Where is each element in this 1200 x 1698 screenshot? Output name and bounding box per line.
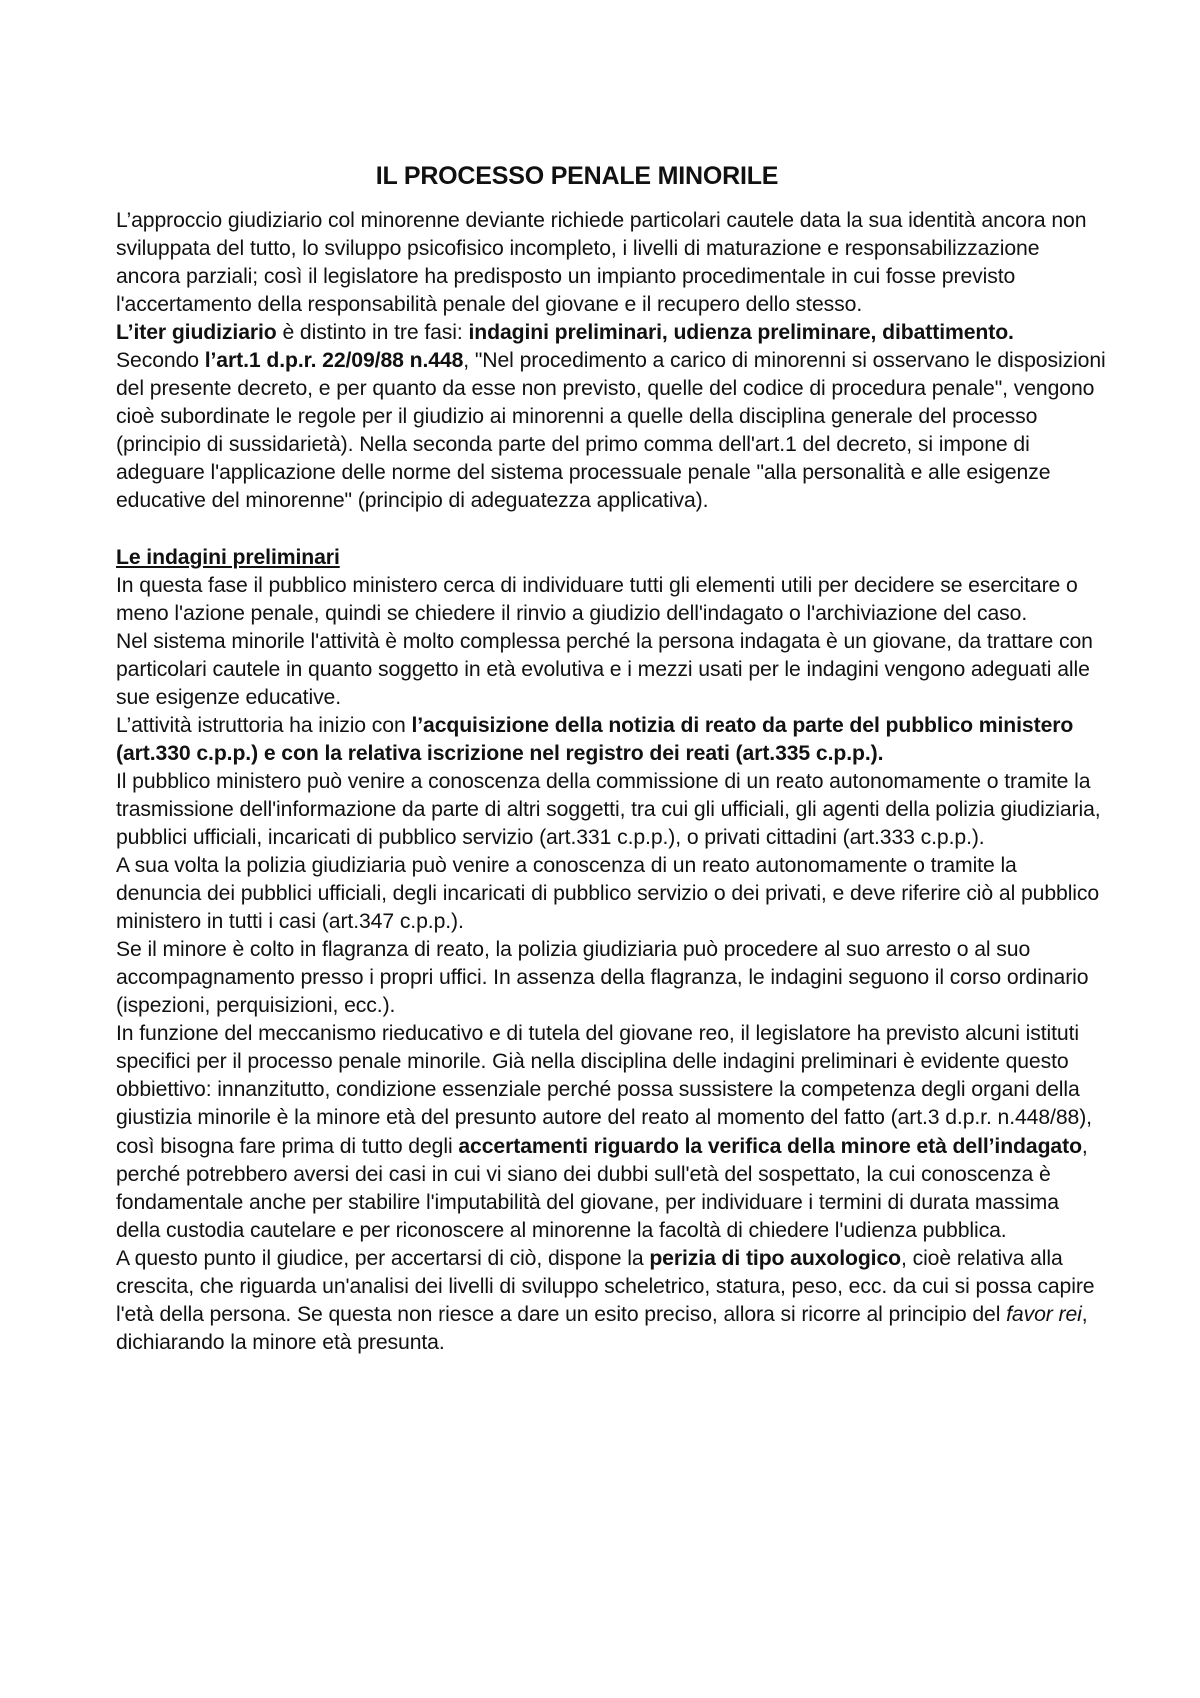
paragraph-art1: [116, 347, 1106, 515]
section-heading-indagini: [116, 544, 1106, 572]
text-run: , cioè relativa alla crescita, che riguarda un'analisi dei livelli di sviluppo scheletrico, statura, peso, ecc. da cui si possa capire l'età della persona. Se questa non riesce a dare un esito preciso, allora si ricorre al principio del: [116, 1246, 1095, 1326]
paragraph-perizia: [116, 1245, 1106, 1357]
paragraph-attivita-istruttoria: [116, 712, 1106, 768]
document-body: [116, 207, 1106, 1357]
text-run: Nel sistema minorile l'attività è molto complessa perché la persona indagata è un giovane, da trattare con particolari cautele in quanto soggetto in età evolutiva e i mezzi usati per le indagini vengono adeguati alle sue esigenze educative.: [116, 629, 1093, 709]
text-run: Il pubblico ministero può venire a conoscenza della commissione di un reato autonomamente o tramite la trasmissione dell'informazione da parte di altri soggetti, tra cui gli ufficiali, gli agenti della polizia giudiziaria, pubblici ufficiali, incaricati di pubblico servizio (art.331 c.p.p.), o privati cittadini (art.333 c.p.p.).: [116, 769, 1101, 849]
paragraph-intro: [116, 207, 1106, 319]
emphasized-text: l’acquisizione della notizia di reato da parte del pubblico ministero (art.330 c.p.p.) e con la relativa iscrizione nel registro dei reati (art.335 c.p.p.).: [116, 713, 1074, 765]
text-run: , perché potrebbero aversi dei casi in cui vi siano dei dubbi sull'età del sospettato, la cui conoscenza è fondamentale anche per stabilire l'imputabilità del giovane, per individuare i termini di durata massima della custodia cautelare e per riconoscere al minorenne la facoltà di chiedere l'udienza pubblica.: [116, 1134, 1088, 1242]
text-run: Se il minore è colto in flagranza di reato, la polizia giudiziaria può procedere al suo arresto o al suo accompagnamento presso i propri uffici. In assenza della flagranza, le indagini seguono il corso ordinario (ispezioni, perquisizioni, ecc.).: [116, 938, 1089, 1018]
paragraph-pubblico-ministero: [116, 768, 1106, 852]
paragraph-iter: [116, 319, 1106, 347]
emphasized-text: perizia di tipo auxologico: [649, 1246, 901, 1270]
spacer: [116, 516, 1106, 544]
paragraph-flagranza: [116, 936, 1106, 1020]
text-run: è distinto in tre fasi:: [276, 321, 469, 345]
text-run: In funzione del meccanismo rieducativo e di tutela del giovane reo, il legislatore ha previsto alcuni istituti specifici per il processo penale minorile. Già nella disciplina delle indagini preliminari è evidente questo obbiettivo: innanzitutto, condizione essenziale perché possa sussistere la competenza degli organi della giustizia minorile è la minore età del presunto autore del reato al momento del fatto (art.3 d.p.r. n.448/88), così bisogna fare prima di tutto degli: [116, 1022, 1092, 1158]
emphasized-text: indagini preliminari, udienza preliminare, dibattimento.: [468, 321, 1014, 345]
emphasized-text: Le indagini preliminari: [116, 545, 340, 569]
paragraph-meccanismo-rieducativo: [116, 1020, 1106, 1244]
paragraph-fase: [116, 572, 1106, 628]
text-run: , dichiarando la minore età presunta.: [116, 1302, 1088, 1354]
text-run: A sua volta la polizia giudiziaria può venire a conoscenza di un reato autonomamente o tramite la denuncia dei pubblici ufficiali, degli incaricati di pubblico servizio o dei privati, e deve riferire ciò al pubblico ministero in tutti i casi (art.347 c.p.p.).: [116, 854, 1100, 934]
text-run: A questo punto il giudice, per accertarsi di ciò, dispone la: [116, 1246, 650, 1270]
text-run: In questa fase il pubblico ministero cerca di individuare tutti gli elementi utili per decidere se esercitare o meno l'azione penale, quindi se chiedere il rinvio a giudizio dell'indagato o l'archiviazione del caso.: [116, 573, 1078, 625]
emphasized-text: accertamenti riguardo la verifica della minore età dell’indagato: [458, 1134, 1082, 1158]
document-title: IL PROCESSO PENALE MINORILE: [375, 161, 779, 190]
paragraph-polizia-giudiziaria: [116, 852, 1106, 936]
emphasized-text: l’art.1 d.p.r. 22/09/88 n.448: [204, 349, 464, 373]
text-run: Secondo: [116, 349, 205, 373]
text-run: , "Nel procedimento a carico di minorenni si osservano le disposizioni del presente decreto, e per quanto da esse non previsto, quelle del codice di procedura penale", vengono cioè subordinate le regole per il giudizio ai minorenni a quelle della disciplina generale del processo (principio di sussidarietà). Nella seconda parte del primo comma dell'art.1 del decreto, si impone di adeguare l'applicazione delle norme del sistema processuale penale "alla personalità e alle esigenze educative del minorenne" (principio di adeguatezza applicativa).: [116, 349, 1106, 513]
text-run: L’approccio giudiziario col minorenne deviante richiede particolari cautele data la sua identità ancora non sviluppata del tutto, lo sviluppo psicofisico incompleto, i livelli di maturazione e responsabilizzazione ancora parziali; così il legislatore ha predisposto un impianto procedimentale in cui fosse previsto l'accertamento della responsabilità penale del giovane e il recupero dello stesso.: [116, 209, 1087, 317]
emphasized-text: L’iter giudiziario: [116, 321, 277, 345]
paragraph-sistema-minorile: [116, 628, 1106, 712]
emphasized-text: favor rei: [1006, 1302, 1082, 1326]
text-run: L’attività istruttoria ha inizio con: [116, 713, 412, 737]
